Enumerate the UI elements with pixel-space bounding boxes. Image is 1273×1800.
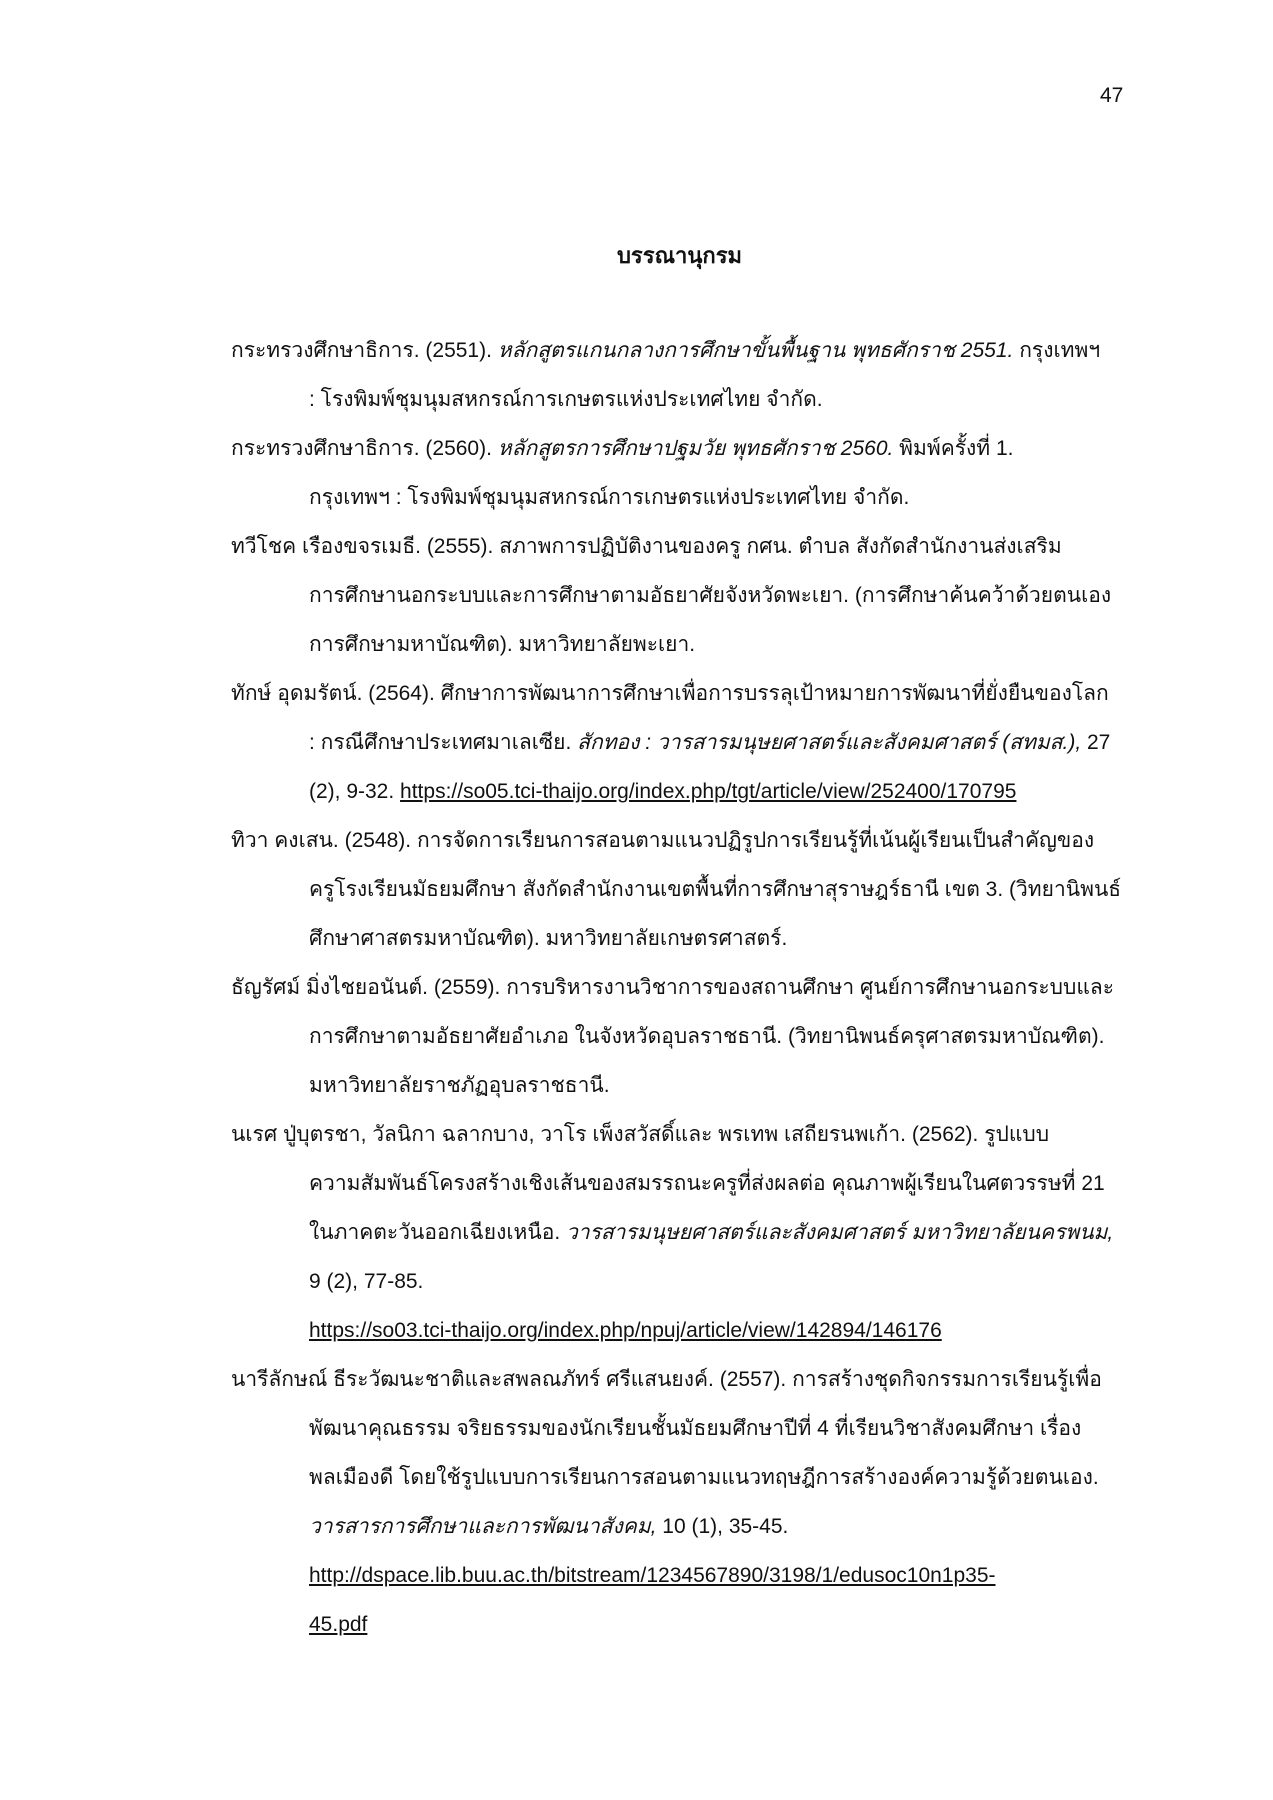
reference-link[interactable]: https://so03.tci-thaijo.org/index.php/npuj/article/view/142894/146176 xyxy=(309,1319,942,1342)
reference-title-italic: วารสารการศึกษาและการพัฒนาสังคม, xyxy=(309,1515,657,1538)
reference-link[interactable]: 45.pdf xyxy=(309,1613,368,1636)
reference-line xyxy=(231,767,1131,816)
reference-title-italic: หลักสูตรการศึกษาปฐมวัย พุทธศักราช 2560. xyxy=(497,437,894,460)
reference-entry xyxy=(231,669,1131,816)
reference-line xyxy=(231,473,1131,522)
reference-entry xyxy=(231,963,1131,1110)
reference-text: ทักษ์ อุดมรัตน์. (2564). ศึกษาการพัฒนาการศึกษาเพื่อการบรรลุเป้าหมายการพัฒนาที่ยั่งยืนของโลก xyxy=(231,682,1109,705)
reference-link[interactable]: https://so05.tci-thaijo.org/index.php/tgt/article/view/252400/170795 xyxy=(400,780,1017,803)
reference-line xyxy=(231,326,1131,375)
reference-line xyxy=(231,1355,1131,1404)
reference-text: กระทรวงศึกษาธิการ. (2551). xyxy=(231,339,498,362)
reference-text: มหาวิทยาลัยราชภัฏอุบลราชธานี. xyxy=(309,1074,610,1097)
reference-line xyxy=(231,718,1131,767)
reference-text: ทิวา คงเสน. (2548). การจัดการเรียนการสอนตามแนวปฏิรูปการเรียนรู้ที่เน้นผู้เรียนเป็นสำคัญของ xyxy=(231,829,1095,852)
reference-text: นารีลักษณ์ ธีระวัฒนะชาติและสพลณภัทร์ ศรีแสนยงค์. (2557). การสร้างชุดกิจกรรมการเรียนรู้เพื่อ xyxy=(231,1368,1102,1391)
reference-text: 27 xyxy=(1081,731,1111,754)
reference-line xyxy=(231,1061,1131,1110)
page-number: 47 xyxy=(1100,84,1124,107)
reference-line xyxy=(231,424,1131,473)
reference-line xyxy=(231,865,1131,914)
reference-text: พลเมืองดี โดยใช้รูปแบบการเรียนการสอนตามแนวทฤษฎีการสร้างองค์ความรู้ด้วยตนเอง. xyxy=(309,1466,1099,1489)
reference-line xyxy=(231,1012,1131,1061)
reference-text: : กรณีศึกษาประเทศมาเลเซีย. xyxy=(309,731,578,754)
reference-text: 9 (2), 77-85. xyxy=(309,1270,424,1293)
reference-line xyxy=(231,522,1131,571)
reference-text: กรุงเทพฯ : โรงพิมพ์ชุมนุมสหกรณ์การเกษตรแห่งประเทศไทย จำกัด. xyxy=(309,486,910,509)
reference-text: พิมพ์ครั้งที่ 1. xyxy=(893,437,1014,460)
reference-text: กระทรวงศึกษาธิการ. (2560). xyxy=(231,437,498,460)
reference-line xyxy=(231,1551,1131,1600)
reference-text: การศึกษานอกระบบและการศึกษาตามอัธยาศัยจังหวัดพะเยา. (การศึกษาค้นคว้าด้วยตนเอง xyxy=(309,584,1112,607)
reference-line xyxy=(231,914,1131,963)
reference-entry xyxy=(231,1355,1131,1649)
reference-entry xyxy=(231,326,1131,424)
reference-text: นเรศ ปู่บุตรชา, วัลนิกา ฉลากบาง, วาโร เพ็งสวัสดิ์และ พรเทพ เสถียรนพเก้า. (2562). รูปแบบ xyxy=(231,1123,1050,1146)
reference-text: การศึกษาตามอัธยาศัยอำเภอ ในจังหวัดอุบลราชธานี. (วิทยานิพนธ์ครุศาสตรมหาบัณฑิต). xyxy=(309,1025,1105,1048)
reference-line xyxy=(231,963,1131,1012)
reference-line xyxy=(231,1502,1131,1551)
reference-title-italic: หลักสูตรแกนกลางการศึกษาขั้นพื้นฐาน พุทธศักราช 2551. xyxy=(497,339,1014,362)
reference-text: ศึกษาศาสตรมหาบัณฑิต). มหาวิทยาลัยเกษตรศาสตร์. xyxy=(309,927,788,950)
reference-line xyxy=(231,1600,1131,1649)
reference-line xyxy=(231,816,1131,865)
reference-link[interactable]: http://dspace.lib.buu.ac.th/bitstream/1234567890/3198/1/edusoc10n1p35- xyxy=(309,1564,996,1587)
reference-line xyxy=(231,1208,1131,1257)
reference-title-italic: วารสารมนุษยศาสตร์และสังคมศาสตร์ มหาวิทยาลัยนครพนม, xyxy=(566,1221,1114,1244)
reference-text: พัฒนาคุณธรรม จริยธรรมของนักเรียนชั้นมัธยมศึกษาปีที่ 4 ที่เรียนวิชาสังคมศึกษา เรื่อง xyxy=(309,1417,1082,1440)
reference-text: 10 (1), 35-45. xyxy=(656,1515,789,1538)
reference-text: กรุงเทพฯ xyxy=(1013,339,1101,362)
reference-line xyxy=(231,669,1131,718)
reference-title-italic: สักทอง : วารสารมนุษยศาสตร์และสังคมศาสตร์ (สทมส.), xyxy=(577,731,1082,754)
reference-text: ธัญรัศม์ มิ่งไชยอนันต์. (2559). การบริหารงานวิชาการของสถานศึกษา ศูนย์การศึกษานอกระบบและ xyxy=(231,976,1115,999)
reference-line xyxy=(231,571,1131,620)
reference-line xyxy=(231,1159,1131,1208)
reference-list xyxy=(231,326,1131,1649)
reference-entry xyxy=(231,1110,1131,1355)
reference-line xyxy=(231,620,1131,669)
reference-entry xyxy=(231,816,1131,963)
reference-line xyxy=(231,1453,1131,1502)
reference-text: (2), 9-32. xyxy=(309,780,401,803)
reference-text: การศึกษามหาบัณฑิต). มหาวิทยาลัยพะเยา. xyxy=(309,633,696,656)
reference-line xyxy=(231,1257,1131,1306)
reference-line xyxy=(231,1110,1131,1159)
reference-text: ความสัมพันธ์โครงสร้างเชิงเส้นของสมรรถนะครูที่ส่งผลต่อ คุณภาพผู้เรียนในศตวรรษที่ 21 xyxy=(309,1172,1105,1195)
reference-entry xyxy=(231,522,1131,669)
reference-line xyxy=(231,1404,1131,1453)
reference-line xyxy=(231,1306,1131,1355)
page-title: บรรณานุกรม xyxy=(616,243,743,268)
reference-text: : โรงพิมพ์ชุมนุมสหกรณ์การเกษตรแห่งประเทศไทย จำกัด. xyxy=(309,388,823,411)
reference-text: ครูโรงเรียนมัธยมศึกษา สังกัดสำนักงานเขตพื้นที่การศึกษาสุราษฎร์ธานี เขต 3. (วิทยานิพนธ์ xyxy=(309,878,1122,901)
reference-line xyxy=(231,375,1131,424)
reference-text: ในภาคตะวันออกเฉียงเหนือ. xyxy=(309,1221,566,1244)
reference-text: ทวีโชค เรืองขจรเมธี. (2555). สภาพการปฏิบัติงานของครู กศน. ตำบล สังกัดสำนักงานส่งเสริม xyxy=(231,535,1062,558)
reference-entry xyxy=(231,424,1131,522)
